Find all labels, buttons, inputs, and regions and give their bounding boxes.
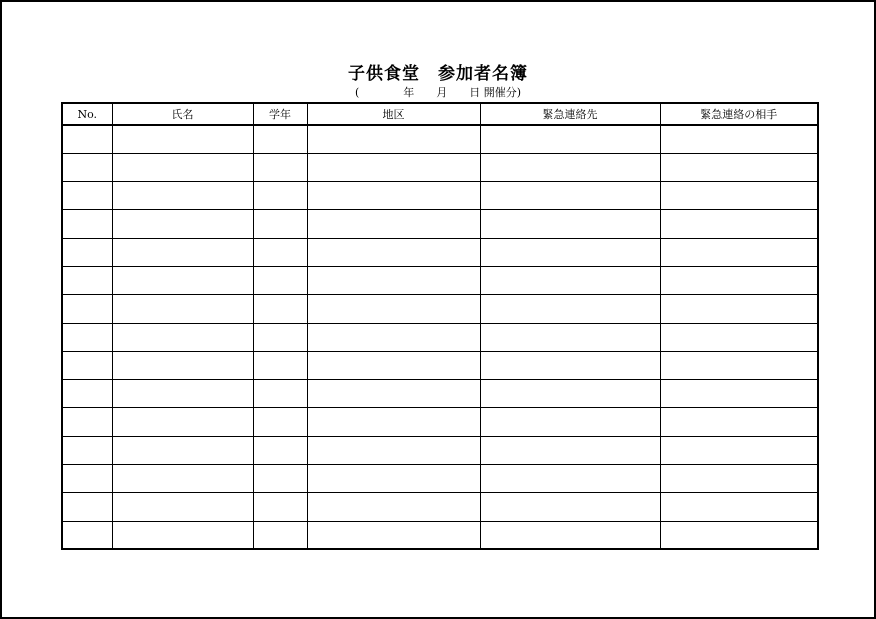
area-cell (307, 436, 480, 464)
emergency-contact-cell (480, 436, 660, 464)
emergency-contact-cell (480, 266, 660, 294)
emergency-contact-cell (480, 182, 660, 210)
name-cell (112, 266, 253, 294)
area-cell (307, 210, 480, 238)
emergency-contact-cell (480, 493, 660, 521)
contact-person-cell (660, 408, 818, 436)
event-date-line: ( 年 月 日 開催分) (354, 86, 522, 99)
emergency-contact-cell (480, 323, 660, 351)
area-cell (307, 182, 480, 210)
grade-cell (253, 182, 307, 210)
name-cell (112, 380, 253, 408)
participant-table (61, 102, 819, 550)
emergency-contact-cell (480, 521, 660, 549)
name-cell (112, 153, 253, 181)
name-cell (112, 238, 253, 266)
no-cell (62, 465, 112, 493)
table-row (62, 125, 818, 153)
no-cell (62, 408, 112, 436)
table-row (62, 465, 818, 493)
contact-person-cell (660, 238, 818, 266)
column-header-area: 地区 (307, 103, 480, 125)
table-row (62, 493, 818, 521)
no-cell (62, 266, 112, 294)
column-header-grade: 学年 (253, 103, 307, 125)
area-cell (307, 323, 480, 351)
emergency-contact-cell (480, 295, 660, 323)
no-cell (62, 323, 112, 351)
grade-cell (253, 408, 307, 436)
contact-person-cell (660, 182, 818, 210)
emergency-contact-cell (480, 351, 660, 379)
document-title: 子供食堂 参加者名簿 (348, 64, 528, 84)
table-row (62, 295, 818, 323)
name-cell (112, 182, 253, 210)
area-cell (307, 408, 480, 436)
contact-person-cell (660, 351, 818, 379)
table-row (62, 266, 818, 294)
contact-person-cell (660, 125, 818, 153)
grade-cell (253, 153, 307, 181)
table-row (62, 153, 818, 181)
area-cell (307, 493, 480, 521)
emergency-contact-cell (480, 125, 660, 153)
name-cell (112, 521, 253, 549)
name-cell (112, 210, 253, 238)
column-header-no: No. (62, 103, 112, 125)
no-cell (62, 380, 112, 408)
table-row (62, 351, 818, 379)
grade-cell (253, 210, 307, 238)
contact-person-cell (660, 323, 818, 351)
grade-cell (253, 521, 307, 549)
no-cell (62, 436, 112, 464)
table-row (62, 323, 818, 351)
column-header-emergency-contact: 緊急連絡先 (480, 103, 660, 125)
contact-person-cell (660, 380, 818, 408)
emergency-contact-cell (480, 210, 660, 238)
contact-person-cell (660, 521, 818, 549)
grade-cell (253, 125, 307, 153)
emergency-contact-cell (480, 153, 660, 181)
area-cell (307, 521, 480, 549)
contact-person-cell (660, 266, 818, 294)
table-row (62, 182, 818, 210)
contact-person-cell (660, 153, 818, 181)
grade-cell (253, 351, 307, 379)
no-cell (62, 125, 112, 153)
no-cell (62, 238, 112, 266)
grade-cell (253, 266, 307, 294)
column-header-name: 氏名 (112, 103, 253, 125)
no-cell (62, 153, 112, 181)
no-cell (62, 493, 112, 521)
table-row (62, 521, 818, 549)
table-body (62, 125, 818, 549)
grade-cell (253, 238, 307, 266)
no-cell (62, 295, 112, 323)
emergency-contact-cell (480, 465, 660, 493)
name-cell (112, 408, 253, 436)
table-row (62, 210, 818, 238)
name-cell (112, 295, 253, 323)
no-cell (62, 351, 112, 379)
area-cell (307, 351, 480, 379)
table-row (62, 436, 818, 464)
name-cell (112, 465, 253, 493)
no-cell (62, 210, 112, 238)
grade-cell (253, 295, 307, 323)
grade-cell (253, 380, 307, 408)
name-cell (112, 125, 253, 153)
no-cell (62, 182, 112, 210)
area-cell (307, 295, 480, 323)
no-cell (62, 521, 112, 549)
contact-person-cell (660, 210, 818, 238)
name-cell (112, 323, 253, 351)
contact-person-cell (660, 436, 818, 464)
table-row (62, 408, 818, 436)
contact-person-cell (660, 295, 818, 323)
area-cell (307, 238, 480, 266)
column-header-contact-person: 緊急連絡の相手 (660, 103, 818, 125)
area-cell (307, 266, 480, 294)
grade-cell (253, 323, 307, 351)
area-cell (307, 125, 480, 153)
emergency-contact-cell (480, 380, 660, 408)
grade-cell (253, 493, 307, 521)
table-row (62, 238, 818, 266)
emergency-contact-cell (480, 238, 660, 266)
contact-person-cell (660, 493, 818, 521)
grade-cell (253, 465, 307, 493)
name-cell (112, 493, 253, 521)
emergency-contact-cell (480, 408, 660, 436)
area-cell (307, 153, 480, 181)
grade-cell (253, 436, 307, 464)
name-cell (112, 351, 253, 379)
area-cell (307, 380, 480, 408)
name-cell (112, 436, 253, 464)
table-header-row (62, 103, 818, 125)
area-cell (307, 465, 480, 493)
table-row (62, 380, 818, 408)
contact-person-cell (660, 465, 818, 493)
